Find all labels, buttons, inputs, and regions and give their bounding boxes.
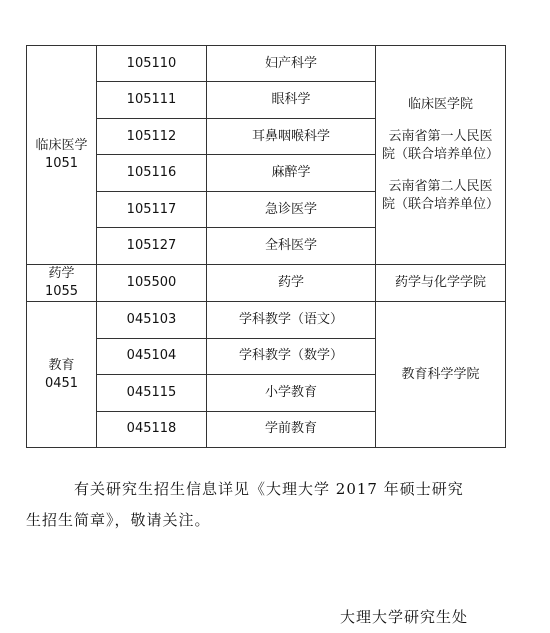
major-cell: 麻醉学 (207, 155, 376, 191)
code-cell: 045115 (97, 375, 207, 411)
note-line: 有关研究生招生信息详见《大理大学 2017 年硕士研究 (74, 480, 464, 498)
unit-line: 院（联合培养单位） (381, 146, 499, 162)
major-cell: 药学 (207, 264, 376, 301)
signature: 大理大学研究生处 (340, 608, 469, 626)
unit-line: 院（联合培养单位） (381, 196, 499, 212)
code-cell: 045104 (97, 338, 207, 374)
unit-cell: 教育科学学院 (376, 302, 506, 448)
unit-line (380, 114, 501, 128)
major-cell: 学前教育 (207, 411, 376, 447)
code-cell: 105127 (97, 228, 207, 264)
code-cell: 045103 (97, 302, 207, 338)
code-cell: 105500 (97, 264, 207, 301)
major-cell: 小学教育 (207, 375, 376, 411)
major-cell: 学科教学（语文） (207, 302, 376, 338)
unit-line: 云南省第一人民医 (388, 128, 493, 144)
table-row (27, 264, 506, 301)
enrollment-note (26, 474, 504, 536)
unit-cell (376, 46, 506, 265)
category-cell: 教育 0451 (27, 302, 97, 448)
category-cell: 临床医学 1051 (27, 46, 97, 265)
major-cell: 全科医学 (207, 228, 376, 264)
program-table (26, 45, 506, 448)
code-cell: 045118 (97, 411, 207, 447)
major-cell: 眼科学 (207, 82, 376, 118)
unit-cell: 药学与化学学院 (376, 264, 506, 301)
major-cell: 急诊医学 (207, 191, 376, 227)
unit-line: 云南省第二人民医 (388, 178, 493, 194)
table-row (27, 46, 506, 82)
major-cell: 妇产科学 (207, 46, 376, 82)
major-cell: 耳鼻咽喉科学 (207, 118, 376, 154)
code-cell: 105111 (97, 82, 207, 118)
code-cell: 105110 (97, 46, 207, 82)
code-cell: 105117 (97, 191, 207, 227)
unit-line: 临床医学院 (407, 96, 473, 112)
unit-line (380, 164, 501, 178)
code-cell: 105116 (97, 155, 207, 191)
note-line: 生招生简章》，敬请关注。 (26, 511, 211, 529)
major-cell: 学科教学（数学） (207, 338, 376, 374)
table-row (27, 302, 506, 338)
code-cell: 105112 (97, 118, 207, 154)
category-cell: 药学 1055 (27, 264, 97, 301)
